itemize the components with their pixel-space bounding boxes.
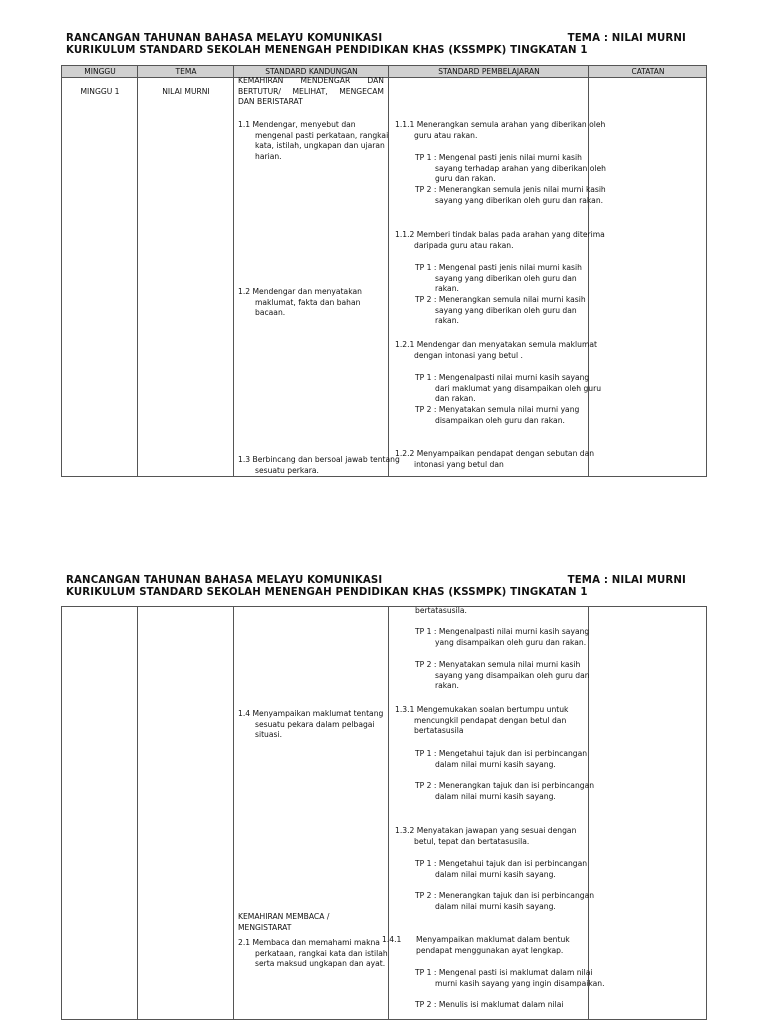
sp-1-4-1-number: 1.4.1 [382,935,402,944]
plan-table-continued [61,606,707,1020]
sp-1-2-1: 1.2.1 Mendengar dan menyatakan semula maklumat dengan intonasi yang betul . [395,340,598,360]
tp2-b: TP 2 : Menerangkan semula nilai murni kasih sayang yang diberikan oleh guru dan rakan. [415,295,586,325]
sp-1-3-2: 1.3.2 Menyatakan jawapan yang sesuai dengan betul, tepat dan bertatasusila. [395,826,577,846]
tp1-b: TP 1 : Mengenal pasti jenis nilai murni kasih sayang yang diberikan oleh guru dan rakan. [415,263,582,293]
header-subtitle: KURIKULUM STANDARD SEKOLAH MENENGAH PENDIDIKAN KHAS (KSSMPK) TINGKATAN 1 [66,587,588,598]
sp-1-4-1: Menyampaikan maklumat dalam bentuk pendapat menggunakan ayat lengkap. [416,935,570,955]
tp2-a: TP 2 : Menerangkan semula jenis nilai murni kasih sayang yang diberikan oleh guru dan rakan. [415,185,606,205]
plan-table [61,65,707,477]
col-header-minggu: MINGGU [84,67,116,76]
tp1-a: TP 1 : Mengenal pasti jenis nilai murni kasih sayang terhadap arahan yang diberikan oleh guru dan rakan. [415,153,606,183]
page-header [66,575,686,599]
sk-1-4: 1.4 Menyampaikan maklumat tentang sesuatu pekara dalam pelbagai situasi. [238,709,384,739]
sk-2-1: 2.1 Membaca dan memahami makna perkataan, rangkai kata dan istilah serta maksud ungkapan dan ayat. [238,938,388,968]
tp2-b: TP 2 : Menerangkan tajuk dan isi perbincangan dalam nilai murni kasih sayang. [415,781,595,801]
kandungan-heading: KEMAHIRAN MENDENGAR DAN BERTUTUR/ MELIHAT, MENGECAM DAN BERISTARAT [238,76,384,106]
sk-1-1: 1.1 Mendengar, menyebut dan mengenal pasti perkataan, rangkai kata, istilah, ungkapan dan ujaran harian. [238,120,389,161]
header-subtitle: KURIKULUM STANDARD SEKOLAH MENENGAH PENDIDIKAN KHAS (KSSMPK) TINGKATAN 1 [66,45,588,56]
sp-1-1-2: 1.1.2 Memberi tindak balas pada arahan yang diterima daripada guru atau rakan. [395,230,605,250]
header-theme: TEMA : NILAI MURNI [567,575,686,586]
table-header-row [62,66,706,78]
tp1-d: TP 1 : Mengenal pasti isi maklumat dalam nilai murni kasih sayang yang ingin disampaikan. [415,968,605,988]
col-header-pembelajaran: STANDARD PEMBELAJARAN [438,67,540,76]
header-title: RANCANGAN TAHUNAN BAHASA MELAYU KOMUNIKASI [66,33,383,44]
col-header-kandungan: STANDARD KANDUNGAN [265,67,358,76]
page-header [66,33,686,57]
tp2-c: TP 2 : Menerangkan tajuk dan isi perbincangan dalam nilai murni kasih sayang. [415,891,595,911]
sk-1-3: 1.3 Berbincang dan bersoal jawab tentang sesuatu perkara. [238,455,400,475]
tema-cell: NILAI MURNI [162,87,210,96]
tp2-d: TP 2 : Menulis isi maklumat dalam nilai [415,1000,564,1009]
sp-1-3-1: 1.3.1 Mengemukakan soalan bertumpu untuk mencungkil pendapat dengan betul dan bertatasusila [395,705,569,735]
tp1-c: TP 1 : Mengetahui tajuk dan isi perbincangan dalam nilai murni kasih sayang. [415,859,588,879]
sp-1-2-2: 1.2.2 Menyampaikan pendapat dengan sebutan dan intonasi yang betul dan [395,449,595,469]
kemahiran-membaca-heading: KEMAHIRAN MEMBACA / MENGISTARAT [238,912,330,932]
header-theme: TEMA : NILAI MURNI [567,33,686,44]
col-header-tema: TEMA [175,67,197,76]
sp-continued: bertatasusila. [415,606,467,615]
page-1 [0,0,768,500]
tp2-c: TP 2 : Menyatakan semula nilai murni yang disampaikan oleh guru dan rakan. [415,405,580,425]
tp1-b: TP 1 : Mengetahui tajuk dan isi perbincangan dalam nilai murni kasih sayang. [415,749,588,769]
page-2 [0,540,768,1024]
sk-1-2: 1.2 Mendengar dan menyatakan maklumat, fakta dan bahan bacaan. [238,287,362,317]
minggu-cell: MINGGU 1 [80,87,120,96]
col-header-catatan: CATATAN [631,67,665,76]
header-title: RANCANGAN TAHUNAN BAHASA MELAYU KOMUNIKASI [66,575,383,586]
sp-1-1-1: 1.1.1 Menerangkan semula arahan yang diberikan oleh guru atau rakan. [395,120,606,140]
tp2-a: TP 2 : Menyatakan semula nilai murni kasih sayang yang disampaikan oleh guru dan rakan. [415,660,590,690]
tp1-c: TP 1 : Mengenalpasti nilai murni kasih sayang dari maklumat yang disampaikan oleh guru dan rakan. [415,373,602,403]
tp1-a: TP 1 : Mengenalpasti nilai murni kasih sayang yang disampaikan oleh guru dan rakan. [415,627,590,647]
